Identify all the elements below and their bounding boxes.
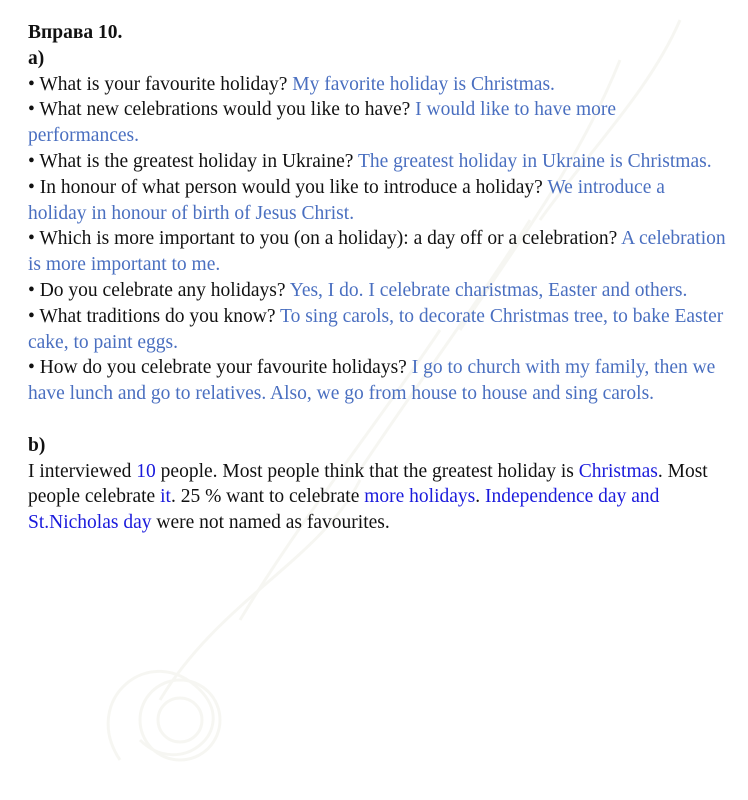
exercise-title: Вправа 10. bbox=[28, 22, 123, 43]
list-item bbox=[28, 175, 728, 227]
list-item bbox=[28, 72, 728, 98]
list-item bbox=[28, 278, 728, 304]
summary-text: were not named as favourites. bbox=[151, 512, 390, 534]
summary-text: people. Most people think that the greatest holiday is bbox=[155, 460, 579, 482]
answer-text: A celebration is more important to me. bbox=[28, 228, 726, 276]
list-item bbox=[28, 226, 728, 278]
part-b-label: b) bbox=[28, 434, 46, 456]
answer-text: My favorite holiday is Christmas. bbox=[292, 73, 555, 95]
highlight-text: it bbox=[160, 486, 171, 508]
answer-text: I go to church with my family, then we have lunch and go to relatives. Also, we go from house to house and sing carols. bbox=[28, 357, 716, 405]
summary-text: . 25 % want to celebrate bbox=[170, 486, 365, 508]
question-text: • What is your favourite holiday? bbox=[28, 73, 288, 95]
summary-text: . bbox=[475, 486, 486, 508]
summary-text: . Most people celebrate bbox=[28, 460, 708, 508]
part-b-summary bbox=[28, 459, 728, 536]
question-text: • What traditions do you know? bbox=[28, 305, 276, 327]
question-text: • In honour of what person would you like to introduce a holiday? bbox=[28, 176, 543, 198]
highlight-text: 10 bbox=[136, 460, 156, 482]
exercise-page bbox=[28, 20, 728, 536]
question-text: • Which is more important to you (on a holiday): a day off or a celebration? bbox=[28, 228, 618, 250]
list-item bbox=[28, 97, 728, 149]
question-text: • What new celebrations would you like to have? bbox=[28, 99, 411, 121]
highlight-text: more holidays bbox=[364, 486, 476, 508]
section-spacer bbox=[28, 407, 728, 433]
question-text: • How do you celebrate your favourite holidays? bbox=[28, 357, 407, 379]
list-item bbox=[28, 304, 728, 356]
question-text: • What is the greatest holiday in Ukraine? bbox=[28, 150, 354, 172]
answer-text: The greatest holiday in Ukraine is Christmas. bbox=[357, 150, 712, 172]
highlight-text: Christmas bbox=[578, 460, 658, 482]
question-text: • Do you celebrate any holidays? bbox=[28, 279, 286, 301]
answer-text: I would like to have more performances. bbox=[28, 99, 617, 147]
part-a-list bbox=[28, 72, 728, 407]
list-item bbox=[28, 149, 728, 175]
answer-text: To sing carols, to decorate Christmas tree, to bake Easter cake, to paint eggs. bbox=[28, 305, 724, 353]
part-a-label: а) bbox=[28, 47, 45, 69]
answer-text: We introduce a holiday in honour of birth of Jesus Christ. bbox=[28, 176, 665, 224]
list-item bbox=[28, 355, 728, 407]
summary-text: I interviewed bbox=[28, 460, 137, 482]
highlight-text: Independence day and St.Nicholas day bbox=[28, 486, 660, 534]
answer-text: Yes, I do. I celebrate charistmas, Easter and others. bbox=[289, 279, 688, 301]
